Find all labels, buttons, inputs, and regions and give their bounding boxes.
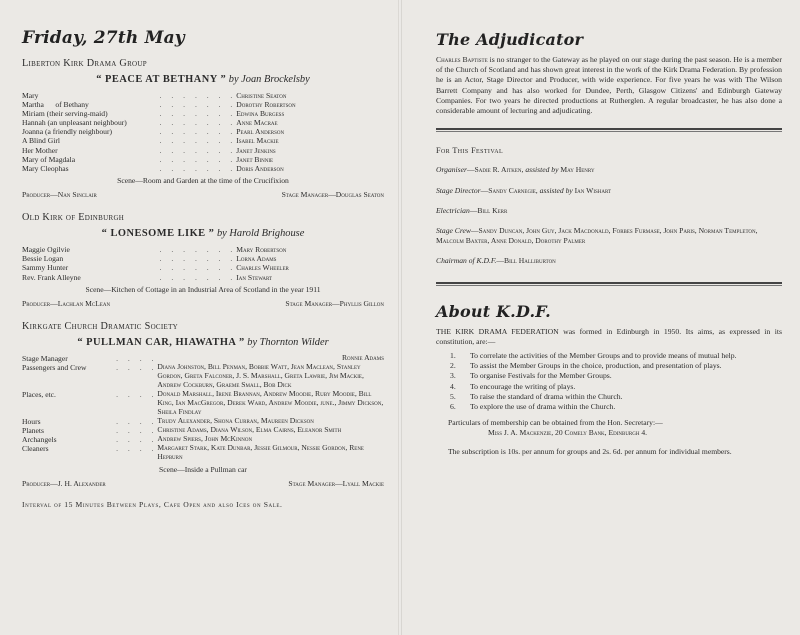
credit-extra: assisted by [537,185,575,195]
cast-row [22,155,384,164]
stage-manager-credit: Stage Manager—Douglas Seaton [281,190,384,200]
group-name: Kirkgate Church Dramatic Society [22,321,179,333]
right-page [402,0,800,635]
leader-dots: . . . . [116,354,158,364]
cast-role: Stage Manager [22,354,68,364]
group-name: Liberton Kirk Drama Group [22,58,147,69]
aim-text: To encourage the writing of plays. [470,381,576,391]
aim-text: To correlate the activities of the Member Groups and to provide means of mutual help. [470,351,737,361]
cast-row [22,164,384,173]
cast-list [22,245,384,281]
leader-dots: . . . . . . . [159,91,237,100]
cast-actor: Anne Macrae [236,118,278,128]
play-title-line [22,337,384,348]
cast-row [22,136,384,145]
cast-role: Sammy Hunter [22,263,69,273]
credit-name: Sandy Carnegie, [488,185,538,195]
producer-credit: Producer—Nan Sinclair [22,190,97,200]
adjudicator-name: Charles Baptiste [436,55,488,64]
leader-dots: . . . . [116,425,158,435]
cast-row [22,245,384,254]
scene-description: Scene—Room and Garden at the time of the Crucifixion [117,175,289,185]
credit-label: Stage Crew [436,226,471,236]
divider-rule [436,282,782,286]
aim-text: To organise Festivals for the Member Groups. [470,371,612,381]
stage-manager-credit: Stage Manager—Lyall Mackie [288,479,384,489]
cast-role: Places, etc. [22,389,56,399]
stage-manager-credit: Stage Manager—Phyllis Gillon [285,299,384,309]
credit-name: Bill Halliburton [504,256,556,266]
play-title-line [22,228,384,239]
credit-label: Stage Director [436,185,481,195]
aim-item [436,361,782,371]
scene-description: Scene—Kitchen of Cottage in an Industrial Area of Scotland in the year 1911 [85,284,321,294]
about-lead: THE KIRK DRAMA FEDERATION [436,326,559,336]
cast-role: Mary [22,91,39,100]
festival-credit: Chairman of K.D.F.—Bill Halliburton [436,256,556,266]
play-author: by Thornton Wilder [247,337,329,349]
page-title: Friday, 27th May [22,28,185,48]
play-author: by Harold Brighouse [216,228,305,240]
leader-dots: . . . . . . . [159,254,237,264]
leader-dots: . . . . . . . [159,163,237,173]
cast-row [22,91,384,100]
cast-actor: Mary Robertson [236,245,287,255]
aims-list [436,351,782,412]
cast-actor: Christine Seaton [236,91,287,100]
leader-dots: . . . . [116,416,158,426]
about-text: was formed in Edinburgh in 1950. Its aims, as expressed in its constitution, are:— [436,326,782,346]
leader-dots: . . . . . . . [159,127,237,137]
production-credits [22,190,384,199]
cast-row [22,100,384,109]
aim-item [436,371,782,381]
about-title: About K.D.F. [436,301,551,321]
leader-dots: . . . . . . . [159,109,237,119]
cast-actor: Janet Jenkins [236,145,276,155]
play-section [22,58,384,199]
leader-dots: . . . . . . . [159,263,237,273]
about-intro [436,327,782,347]
cast-actor: Lorna Adams [236,254,277,264]
adjudicator-bio [436,55,782,116]
leader-dots: . . . . . . . [159,118,237,128]
leader-dots: . . . . . . . [159,136,237,146]
credit-name: Sadie R. Aitken, [474,165,524,175]
aim-number: 6. [450,402,456,412]
cast-role: Archangels [22,434,57,444]
leader-dots: . . . . . . . [159,245,237,255]
group-name: Old Kirk of Edinburgh [22,212,125,224]
aim-text: To raise the standard of drama within the Church. [470,391,623,401]
cast-role: Mary of Magdala [22,154,76,164]
left-page [0,0,398,635]
producer-credit: Producer—J. H. Alexander [22,479,106,489]
leader-dots: . . . . . . . [159,145,237,155]
credit-label: Organiser [436,165,467,175]
cast-actor: Ronnie Adams [341,353,384,363]
producer-credit: Producer—Lachlan McLean [22,299,111,309]
cast-actor: Diana Johnston, Bill Penman, Bobbie Watt, Jean Maclean, Stanley Gordon, Greta Falconer, J. S. Marshall, Greta Lawrie, Jim Mackie, Andrew Cockburn, Graeme Small, Bob Dick [157,362,364,389]
aim-number: 2. [450,361,456,371]
cast-row [22,118,384,127]
aim-text: To explore the use of drama within the Church. [470,402,616,412]
cast-role: A Blind Girl [22,136,60,146]
cast-actor: Trudy Alexander, Shona Curran, Maureen Dickson [157,415,314,425]
cast-actor: Pearl Anderson [236,127,285,137]
aim-item [436,402,782,412]
cast-actor: Dorothy Robertson [236,100,296,110]
scene-description: Scene—Inside a Pullman car [159,464,247,474]
cast-actor: Donald Marshall, Irene Brannan, Andrew Moodie, Ruby Moodie, Bill King, Ian MacGregor, Derek Ward, Andrew Moodie, june., Jimmy Dickson, Sheila Findlay [157,388,384,416]
credit-name: Ian Wishart [574,185,612,195]
secretary-address: Miss J. A. Mackenzie, 20 Comely Bank, Edinburgh 4. [488,427,648,437]
cast-actor: Janet Binnie [236,154,274,164]
cast-role: Bessie Logan [22,254,64,264]
play-title: “ LONESOME LIKE ” [101,228,215,240]
cast-role: Rev. Frank Alleyne [22,272,81,282]
leader-dots: . . . . [116,389,158,399]
aim-number: 5. [450,391,456,401]
play-title-line [22,74,384,85]
festival-credit: Organiser—Sadie R. Aitken, assisted by May Henry [436,165,595,175]
credit-name: Sandy Duncan, John Guy, Jack Macdonald, Forbes Furmase, John Paris, Norman Templeton, Malcolm Baxter, Anne Donald, Dorothy Palmer [436,226,758,245]
cast-role: Hours [22,416,41,426]
aim-text: To assist the Member Groups in the choice, production, and presentation of plays. [470,361,722,371]
divider-rule [436,128,782,132]
festival-credit: Electrician—Bill Kerr [436,206,508,216]
cast-actor: Charles Wheeler [236,263,289,273]
cast-role: Passengers and Crew [22,363,87,373]
cast-row [22,109,384,118]
leader-dots: . . . . . . . [159,272,237,282]
leader-dots: . . . . [116,434,158,444]
play-section [22,212,384,308]
cast-role: Hannah (an unpleasant neighbour) [22,118,127,128]
cast-row [22,273,384,282]
credit-label: Chairman of K.D.F. [436,256,497,266]
cast-role: Martha of Bethany [22,100,89,110]
production-credits [22,299,384,308]
aim-item [436,392,782,402]
cast-role: Maggie Ogilvie [22,245,70,255]
aim-number: 1. [450,351,456,361]
cast-actor: Doris Anderson [236,163,284,173]
cast-row [22,127,384,136]
festival-credit: Stage Crew—Sandy Duncan, John Guy, Jack Macdonald, Forbes Furmase, John Paris, Norman Templeton, Malcolm Baxter, Anne Donald, Dorothy Palmer [436,226,758,245]
leader-dots: . . . . . . . [159,154,237,164]
leader-dots: . . . . . . . [159,100,237,110]
aim-number: 4. [450,381,456,391]
festival-credit: Stage Director—Sandy Carnegie, assisted by Ian Wishart [436,185,612,195]
cast-role: Planets [22,425,44,435]
festival-heading: For This Festival [436,146,504,156]
play-title: “ PULLMAN CAR, HIAWATHA ” [77,337,245,349]
credit-extra: assisted by [523,165,561,175]
cast-actor: Ian Stewart [236,272,273,282]
cast-row [22,263,384,272]
cast-role: Joanna (a friendly neighbour) [22,127,113,137]
cast-list [22,91,384,173]
cast-role: Mary Cleophas [22,163,69,173]
subscription-note: The subscription is 10s. per annum for groups and 2s. 6d. per annum for individual members. [448,447,732,457]
credit-name: May Henry [560,165,595,175]
adjudicator-title: The Adjudicator [436,30,584,49]
interval-notice: Interval of 15 Minutes Between Plays, Cafe Open and also Ices on Sale. [22,500,283,510]
aim-number: 3. [450,371,456,381]
leader-dots: . . . . [116,363,158,373]
cast-role: Her Mother [22,145,58,155]
cast-actor: Margaret Stark, Kate Dunbar, Jessie Gilmour, Nessie Gordon, Rene Hepburn [157,442,364,461]
adjudicator-text: is no stranger to the Gateway as he played on our stage during the past season. He is a member of the Church of Scotland and has shown great interest in the work of the Kirk Drama Federation. By profession he is an Actor, Stage Director and Producer, with wide experience. For five years he was with The Wilson Barrett Company and has also worked for Dundee, Perth, Glasgow Citizens' and Edinburgh Gateway Companies. For two years he directed productions at Rutherglen. A regular broadcaster, he has also done a considerable amount of lecturing and adjudicating. [436,55,782,116]
cast-actor: Christine Adams, Diana Wilson, Elma Cairns, Eleanor Smith [157,424,342,434]
credit-name: Bill Kerr [477,206,508,216]
membership-note [448,418,782,437]
cast-row [22,254,384,263]
cast-row [22,146,384,155]
cast-row [22,363,384,390]
membership-text: Particulars of membership can be obtained from the Hon. Secretary:— [448,418,663,428]
play-title: “ PEACE AT BETHANY ” [96,74,227,85]
cast-role: Miriam (their serving-maid) [22,109,108,119]
credit-label: Electrician [436,206,470,216]
cast-row [22,390,384,417]
production-credits [22,479,384,488]
cast-actor: Andrew Spiers, John McKinnon [157,433,253,443]
cast-row [22,444,384,462]
aim-item [436,351,782,361]
cast-actor: Isabel Mackie [236,136,279,146]
cast-list [22,354,384,462]
cast-actor: Edwina Burgess [236,109,285,119]
play-author: by Joan Brockelsby [228,74,310,85]
cast-role: Cleaners [22,443,49,453]
aim-item [436,382,782,392]
leader-dots: . . . . [116,443,158,453]
play-section [22,321,384,488]
